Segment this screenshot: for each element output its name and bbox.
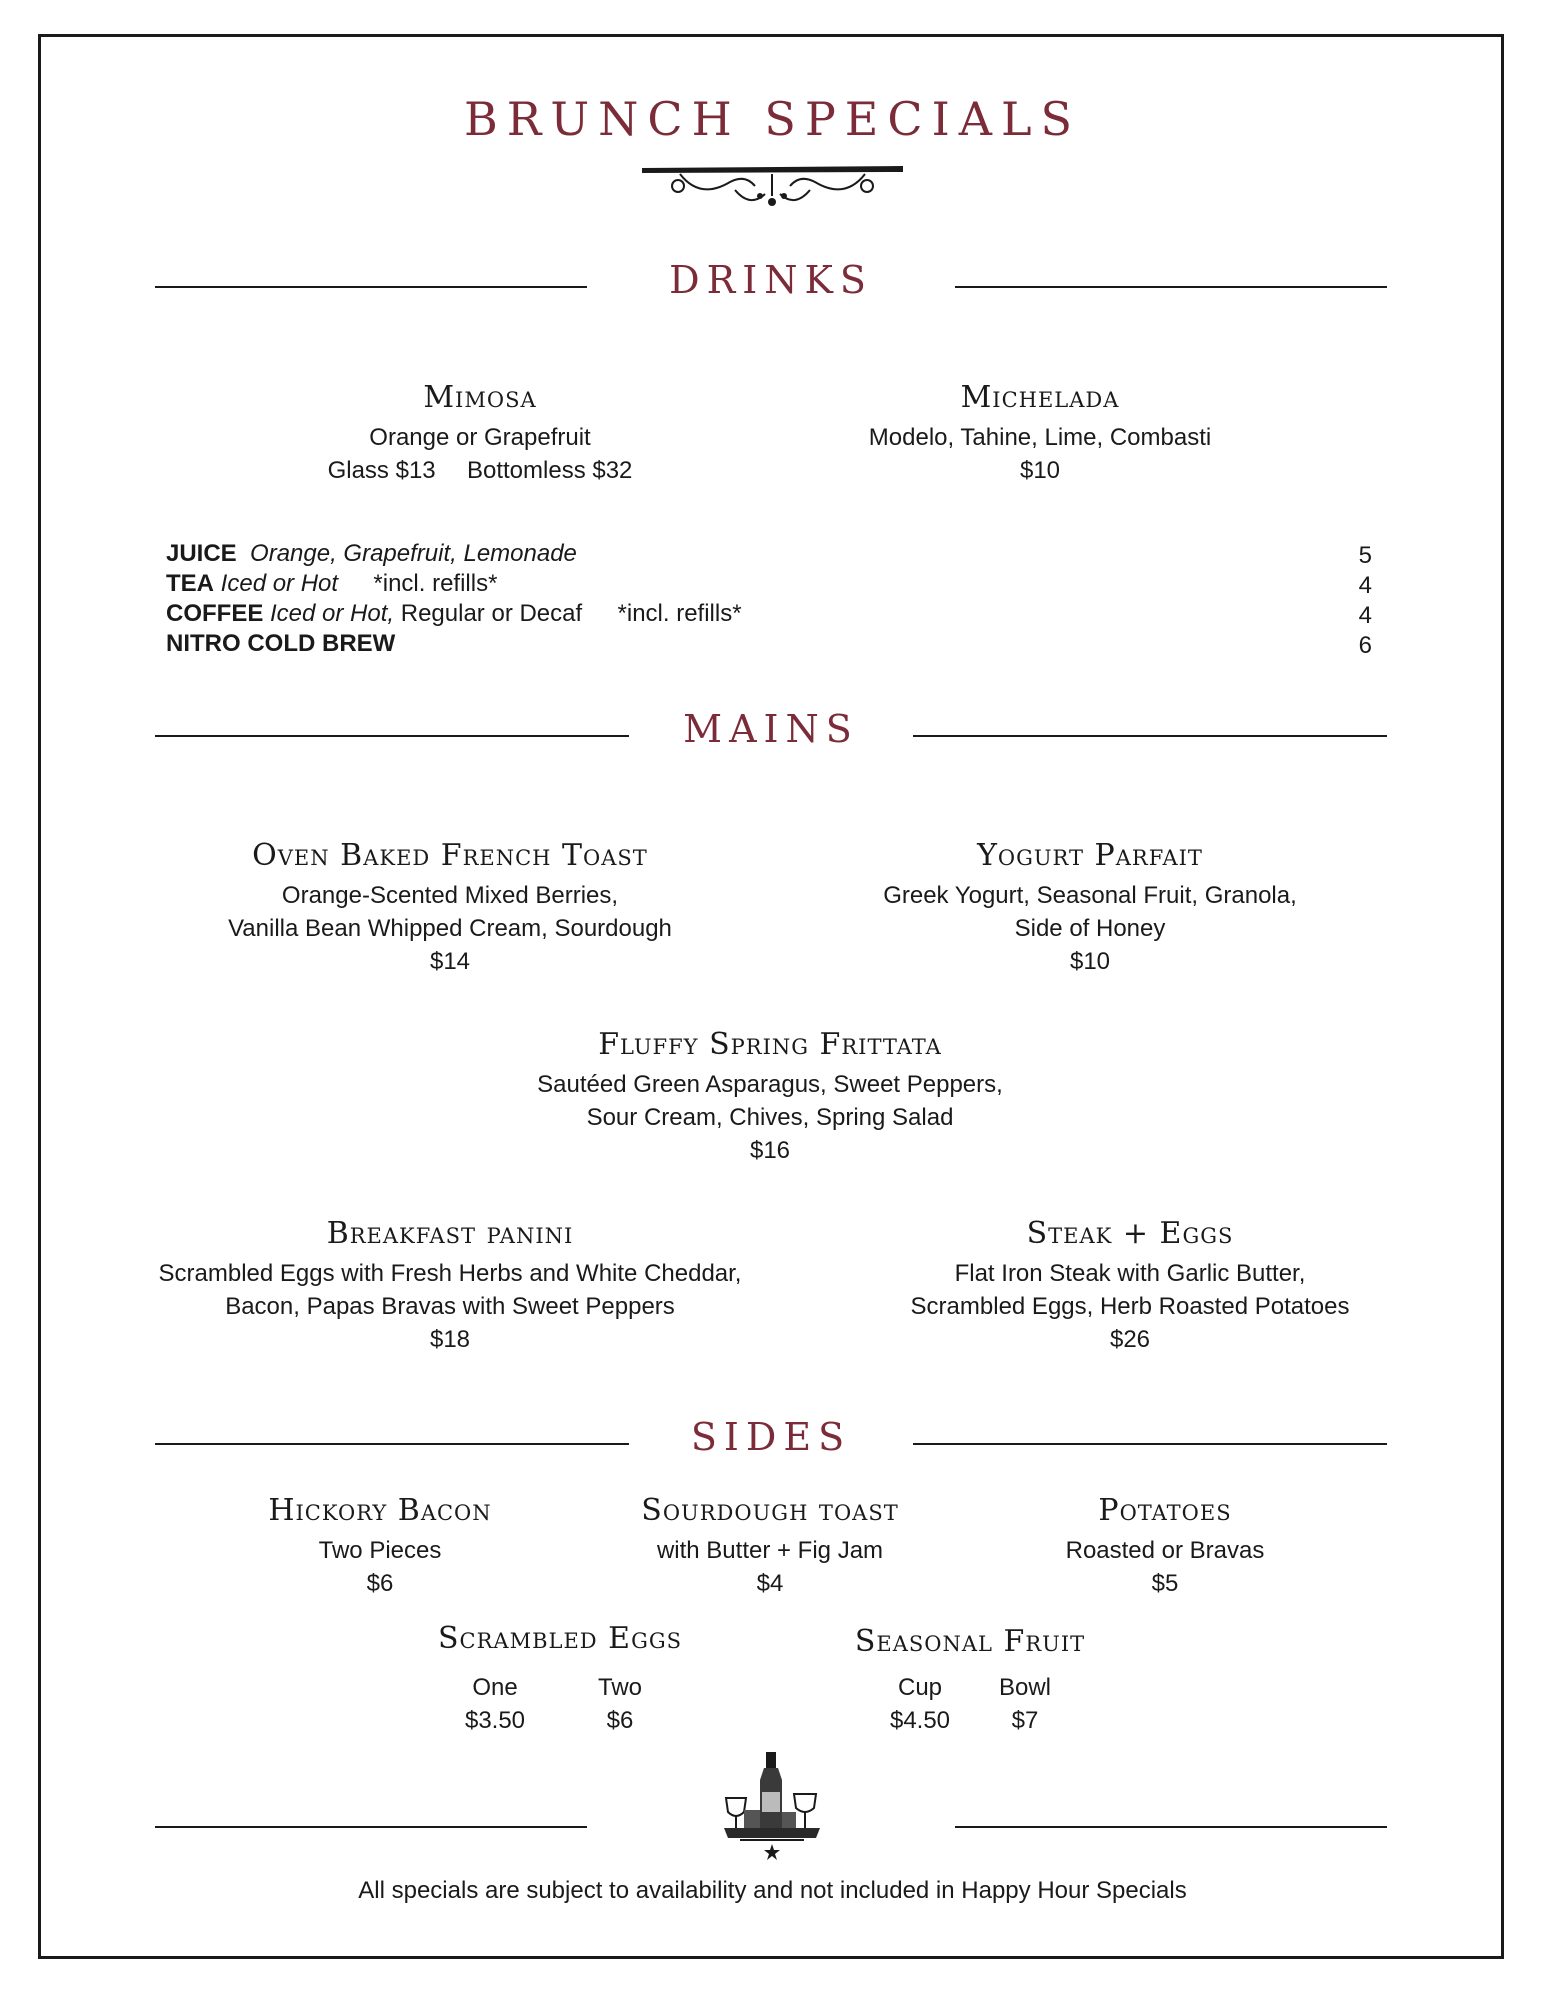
list-item-tea: [166, 569, 1066, 599]
option-label: Cup: [897, 1674, 943, 1701]
item-description: Scrambled Eggs with Fresh Herbs and White Cheddar,: [158, 1260, 742, 1287]
side-item-scrambled-eggs: [380, 1621, 740, 1656]
price-bottomless: Bottomless $32: [466, 457, 633, 484]
side-item-hickory-bacon: [200, 1493, 560, 1600]
list-item-coffee: [166, 599, 1066, 629]
menu-item-steak-eggs: [830, 1216, 1430, 1356]
menu-border: [38, 34, 1504, 1959]
divider-line: [155, 1443, 629, 1445]
side-item-seasonal-fruit: [790, 1624, 1150, 1659]
item-price: $14: [429, 948, 471, 975]
item-description: Orange or Grapefruit: [369, 424, 591, 451]
item-description: Two Pieces: [318, 1537, 442, 1564]
menu-item-frittata: [470, 1027, 1070, 1167]
section-title-sides: SIDES: [690, 1415, 852, 1459]
drinks-price-column: [1300, 541, 1372, 661]
option-price: $4.50: [889, 1707, 951, 1734]
item-description: Roasted or Bravas: [1065, 1537, 1265, 1564]
item-description: Greek Yogurt, Seasonal Fruit, Granola,: [883, 882, 1297, 909]
item-name: Michelada: [960, 380, 1120, 415]
divider-line: [955, 1826, 1387, 1828]
option-label: Bowl: [998, 1674, 1052, 1701]
item-description: Flat Iron Steak with Garlic Butter,: [954, 1260, 1306, 1287]
price-glass: Glass $13: [327, 457, 436, 484]
item-name: Mimosa: [423, 380, 537, 415]
drink-options: Iced or Hot,: [270, 600, 395, 627]
menu-title: BRUNCH SPECIALS: [463, 92, 1082, 146]
item-price: $26: [1109, 1326, 1151, 1353]
option-two: [560, 1671, 680, 1737]
item-price: $10: [1019, 457, 1061, 484]
item-name: Yogurt Parfait: [977, 838, 1203, 873]
item-price: $6: [366, 1570, 394, 1597]
item-price: $4: [756, 1570, 784, 1597]
item-description: Modelo, Tahine, Lime, Combasti: [868, 424, 1212, 451]
menu-item-breakfast-panini: [100, 1216, 800, 1356]
option-price: $6: [606, 1707, 634, 1734]
item-name: Steak + Eggs: [1026, 1216, 1234, 1251]
item-price: $5: [1151, 1570, 1179, 1597]
item-description: Sour Cream, Chives, Spring Salad: [586, 1104, 954, 1131]
menu-item-french-toast: [150, 838, 750, 978]
item-name: Fluffy Spring Frittata: [598, 1027, 942, 1062]
item-description: Sautéed Green Asparagus, Sweet Peppers,: [537, 1071, 1003, 1098]
item-name: Seasonal Fruit: [854, 1624, 1086, 1659]
option-label: One: [472, 1674, 518, 1701]
drinks-list: [166, 539, 1066, 659]
option-one: [430, 1671, 560, 1737]
divider-line: [913, 735, 1387, 737]
footer-note: All specials are subject to availability and not included in Happy Hour Specials: [358, 1877, 1187, 1904]
item-name: Hickory Bacon: [268, 1493, 492, 1528]
divider-line: [913, 1443, 1387, 1445]
drink-price: 4: [1358, 572, 1372, 599]
menu-item-yogurt-parfait: [790, 838, 1390, 978]
item-name: Breakfast panini: [326, 1216, 574, 1251]
drink-price: 6: [1358, 632, 1372, 659]
menu-item-mimosa: [240, 380, 720, 487]
drink-name: TEA: [166, 570, 214, 597]
option-bowl: [970, 1671, 1080, 1737]
side-item-sourdough-toast: [590, 1493, 950, 1600]
drink-note: *incl. refills*: [617, 600, 742, 627]
drink-price: 5: [1358, 542, 1372, 569]
option-price: $3.50: [464, 1707, 526, 1734]
item-name: Oven Baked French Toast: [252, 838, 648, 873]
divider-line: [155, 286, 587, 288]
section-title-drinks: DRINKS: [669, 258, 873, 302]
section-title-mains: MAINS: [683, 707, 859, 751]
option-label: Two: [597, 1674, 642, 1701]
menu-item-michelada: [800, 380, 1280, 487]
item-description: Bacon, Papas Bravas with Sweet Peppers: [225, 1293, 675, 1320]
item-name: Scrambled Eggs: [437, 1621, 682, 1656]
drink-options-plain: Regular or Decaf: [400, 600, 583, 627]
side-item-potatoes: [985, 1493, 1345, 1600]
divider-line: [155, 1826, 587, 1828]
item-description: Orange-Scented Mixed Berries,: [281, 882, 619, 909]
item-prices: [240, 454, 720, 487]
item-description: Scrambled Eggs, Herb Roasted Potatoes: [910, 1293, 1350, 1320]
divider-line: [955, 286, 1387, 288]
drink-options: Iced or Hot: [220, 570, 339, 597]
list-item-nitro-cold-brew: [166, 629, 1066, 659]
item-description: Side of Honey: [1014, 915, 1166, 942]
item-description: with Butter + Fig Jam: [656, 1537, 884, 1564]
drink-name: NITRO COLD BREW: [166, 630, 396, 657]
option-price: $7: [1011, 1707, 1039, 1734]
drink-note: *incl. refills*: [373, 570, 498, 597]
item-name: Sourdough toast: [641, 1493, 899, 1528]
wine-bottle-glasses-icon: [720, 1750, 825, 1860]
item-description: Vanilla Bean Whipped Cream, Sourdough: [228, 915, 672, 942]
scroll-ornament-icon: [640, 160, 905, 220]
drink-name: JUICE: [166, 540, 237, 567]
divider-line: [155, 735, 629, 737]
list-item-juice: [166, 539, 1066, 569]
item-price: $18: [429, 1326, 471, 1353]
option-cup: [860, 1671, 980, 1737]
drink-options: Orange, Grapefruit, Lemonade: [250, 540, 577, 567]
item-name: Potatoes: [1098, 1493, 1232, 1528]
item-price: $16: [749, 1137, 791, 1164]
drink-price: 4: [1358, 602, 1372, 629]
drink-name: COFFEE: [166, 600, 264, 627]
item-price: $10: [1069, 948, 1111, 975]
